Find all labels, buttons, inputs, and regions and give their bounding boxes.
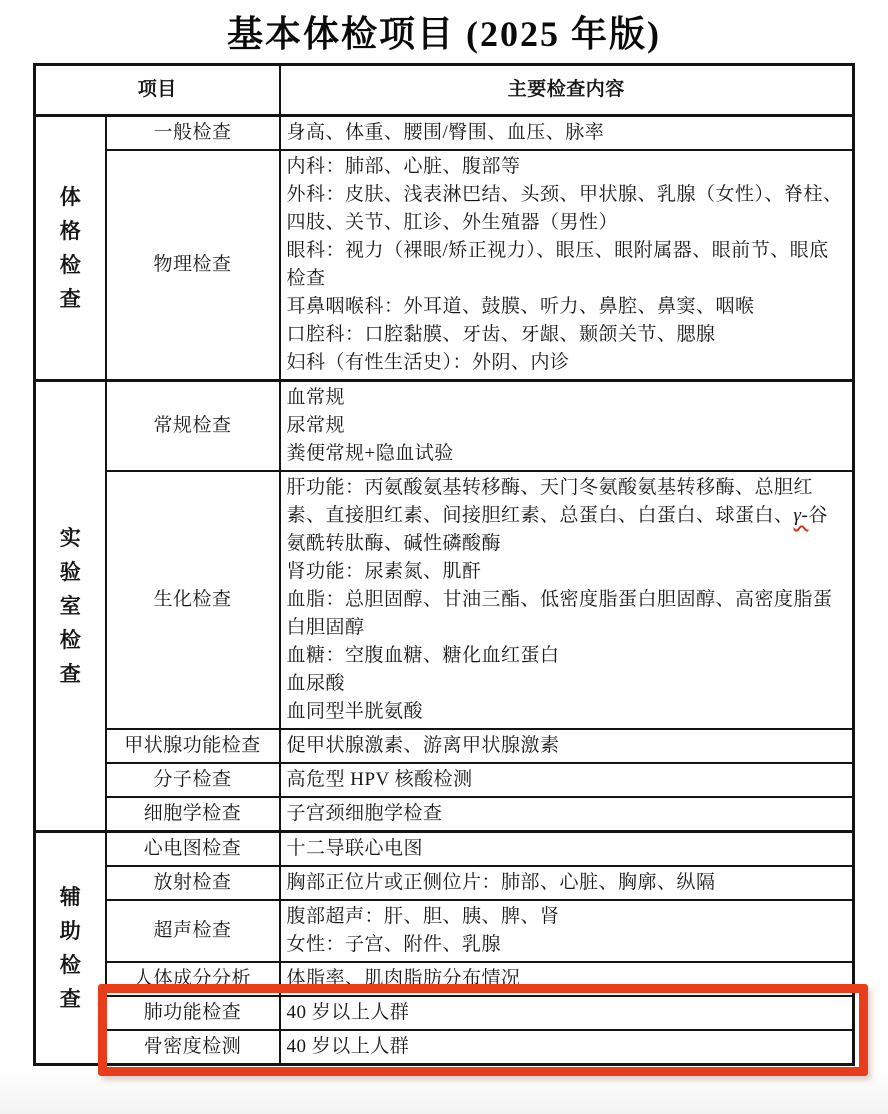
- content-cell: [280, 962, 854, 996]
- content-line: 促甲状腺激素、游离甲状腺激素: [286, 735, 560, 756]
- table-row: [35, 471, 854, 729]
- item-cell: 物理检查: [106, 150, 280, 381]
- content-cell: [280, 832, 854, 867]
- item-cell: 心电图检查: [106, 832, 280, 867]
- content-cell: [280, 471, 854, 729]
- header-item-column: 项目: [35, 65, 280, 116]
- content-line: 眼科：视力（裸眼/矫正视力）、眼压、眼附属器、眼前节、眼底检查: [286, 240, 829, 289]
- section-cell: [35, 832, 106, 1065]
- content-line: 40 岁以上人群: [286, 1036, 410, 1057]
- content-cell: [280, 866, 854, 900]
- table-row: [35, 962, 854, 996]
- section-cell: [35, 116, 106, 381]
- table-row: [35, 116, 854, 151]
- content-line: 血同型半胱氨酸: [286, 701, 424, 722]
- content-line: 40 岁以上人群: [286, 1002, 410, 1023]
- table-row: [35, 996, 854, 1030]
- content-line: 腹部超声：肝、胆、胰、脾、肾: [286, 906, 560, 927]
- item-cell: 分子检查: [106, 763, 280, 797]
- checkup-table: [33, 63, 855, 1066]
- item-cell: 人体成分分析: [106, 962, 280, 996]
- content-cell: [280, 900, 854, 962]
- content-cell: [280, 729, 854, 763]
- item-cell: 骨密度检测: [106, 1030, 280, 1065]
- table-row: [35, 797, 854, 832]
- content-line: 子宫颈细胞学检查: [286, 803, 443, 824]
- table-row: [35, 729, 854, 763]
- content-line: 十二导联心电图: [286, 838, 424, 859]
- content-line: 外科：皮肤、浅表淋巴结、头颈、甲状腺、乳腺（女性）、脊柱、四肢、关节、肛诊、外生殖器（男性）: [286, 184, 843, 233]
- content-line: 粪便常规+隐血试验: [286, 443, 454, 464]
- content-line: 尿常规: [286, 415, 346, 436]
- item-cell: 肺功能检查: [106, 996, 280, 1030]
- item-cell: 细胞学检查: [106, 797, 280, 832]
- section-cell: [35, 381, 106, 832]
- content-line: 耳鼻咽喉科：外耳道、鼓膜、听力、鼻腔、鼻窦、咽喉: [286, 296, 755, 317]
- item-cell: 生化检查: [106, 471, 280, 729]
- section-label: 体格检查: [59, 185, 81, 311]
- page-title: 基本体检项目 (2025 年版): [227, 14, 661, 54]
- gamma-spellcheck-underline: γ-: [793, 505, 809, 526]
- content-line: 血糖：空腹血糖、糖化血红蛋白: [286, 645, 560, 666]
- item-cell: 超声检查: [106, 900, 280, 962]
- content-line: 血常规: [286, 387, 346, 408]
- content-line: 高危型 HPV 核酸检测: [286, 769, 473, 790]
- content-cell: [280, 1030, 854, 1065]
- content-line: 女性：子宫、附件、乳腺: [286, 934, 502, 955]
- content-line: 肾功能：尿素氮、肌酐: [286, 561, 482, 582]
- content-line: 妇科（有性生活史）：外阴、内诊: [286, 352, 570, 373]
- content-line: 血尿酸: [286, 673, 346, 694]
- table-row: [35, 763, 854, 797]
- content-cell: [280, 996, 854, 1030]
- content-line: 肝功能：丙氨酸氨基转移酶、天门冬氨酸氨基转移酶、总胆红素、直接胆红素、间接胆红素、总蛋白、白蛋白、球蛋白、γ-谷氨酰转肽酶、碱性磷酸酶: [286, 477, 828, 554]
- item-cell: 一般检查: [106, 116, 280, 151]
- table-row: [35, 900, 854, 962]
- section-label: 实验室检查: [59, 526, 81, 686]
- table-row: [35, 150, 854, 381]
- content-line: 内科：肺部、心脏、腹部等: [286, 156, 521, 177]
- header-content-column: 主要检查内容: [280, 65, 854, 116]
- content-cell: [280, 116, 854, 151]
- content-cell: [280, 150, 854, 381]
- content-cell: [280, 381, 854, 472]
- table-row: [35, 381, 854, 472]
- item-cell: 放射检查: [106, 866, 280, 900]
- content-cell: [280, 797, 854, 832]
- table-row: [35, 832, 854, 867]
- content-line: 身高、体重、腰围/臀围、血压、脉率: [286, 122, 605, 143]
- content-line: 血脂：总胆固醇、甘油三酯、低密度脂蛋白胆固醇、高密度脂蛋白胆固醇: [286, 589, 833, 638]
- table-row: [35, 866, 854, 900]
- item-cell: 常规检查: [106, 381, 280, 472]
- header-row: [35, 65, 854, 116]
- content-line: 口腔科：口腔黏膜、牙齿、牙龈、颞颌关节、腮腺: [286, 324, 716, 345]
- section-label: 辅助检查: [59, 885, 81, 1011]
- item-cell: 甲状腺功能检查: [106, 729, 280, 763]
- table-row: [35, 1030, 854, 1065]
- content-line: 胸部正位片或正侧位片：肺部、心脏、胸廓、纵隔: [286, 872, 716, 893]
- content-line: 体脂率、肌肉脂肪分布情况: [286, 968, 521, 989]
- content-cell: [280, 763, 854, 797]
